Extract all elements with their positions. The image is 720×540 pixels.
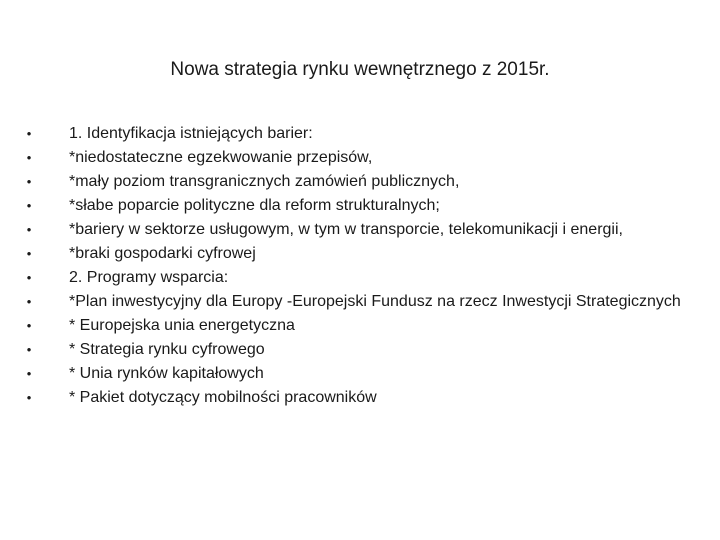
bullet-icon: • [26,174,32,189]
bullet-text: * Strategia rynku cyfrowego [69,341,265,358]
bullet-list [0,124,720,412]
bullet-text: *niedostateczne egzekwowanie przepisów, [69,149,373,166]
bullet-text: * Unia rynków kapitałowych [69,365,264,382]
list-item [0,388,720,407]
bullet-text: *Plan inwestycyjny dla Europy -Europejski Fundusz na rzecz Inwestycji Strategicznych [69,293,681,310]
bullet-icon: • [26,366,32,381]
bullet-icon: • [26,246,32,261]
bullet-icon: • [26,198,32,213]
bullet-text: 2. Programy wsparcia: [69,269,229,286]
list-item [0,244,720,263]
list-item [0,220,720,239]
bullet-icon: • [26,294,32,309]
bullet-icon: • [26,390,32,405]
bullet-text: 1. Identyfikacja istniejących barier: [69,125,313,142]
bullet-text: *bariery w sektorze usługowym, w tym w transporcie, telekomunikacji i energii, [69,221,623,238]
list-item [0,172,720,191]
list-item [0,340,720,359]
bullet-text: *mały poziom transgranicznych zamówień publicznych, [69,173,460,190]
bullet-text: * Pakiet dotyczący mobilności pracowników [69,389,377,406]
slide-title: Nowa strategia rynku wewnętrznego z 2015r. [170,59,550,80]
bullet-text: * Europejska unia energetyczna [69,317,295,334]
bullet-icon: • [26,270,32,285]
bullet-icon: • [26,150,32,165]
list-item [0,292,720,311]
list-item [0,268,720,287]
list-item [0,124,720,143]
list-item [0,196,720,215]
bullet-text: *braki gospodarki cyfrowej [69,245,256,262]
bullet-icon: • [26,318,32,333]
bullet-icon: • [26,222,32,237]
bullet-text: *słabe poparcie polityczne dla reform strukturalnych; [69,197,440,214]
list-item [0,316,720,335]
bullet-icon: • [26,342,32,357]
bullet-icon: • [26,126,32,141]
list-item [0,364,720,383]
list-item [0,148,720,167]
